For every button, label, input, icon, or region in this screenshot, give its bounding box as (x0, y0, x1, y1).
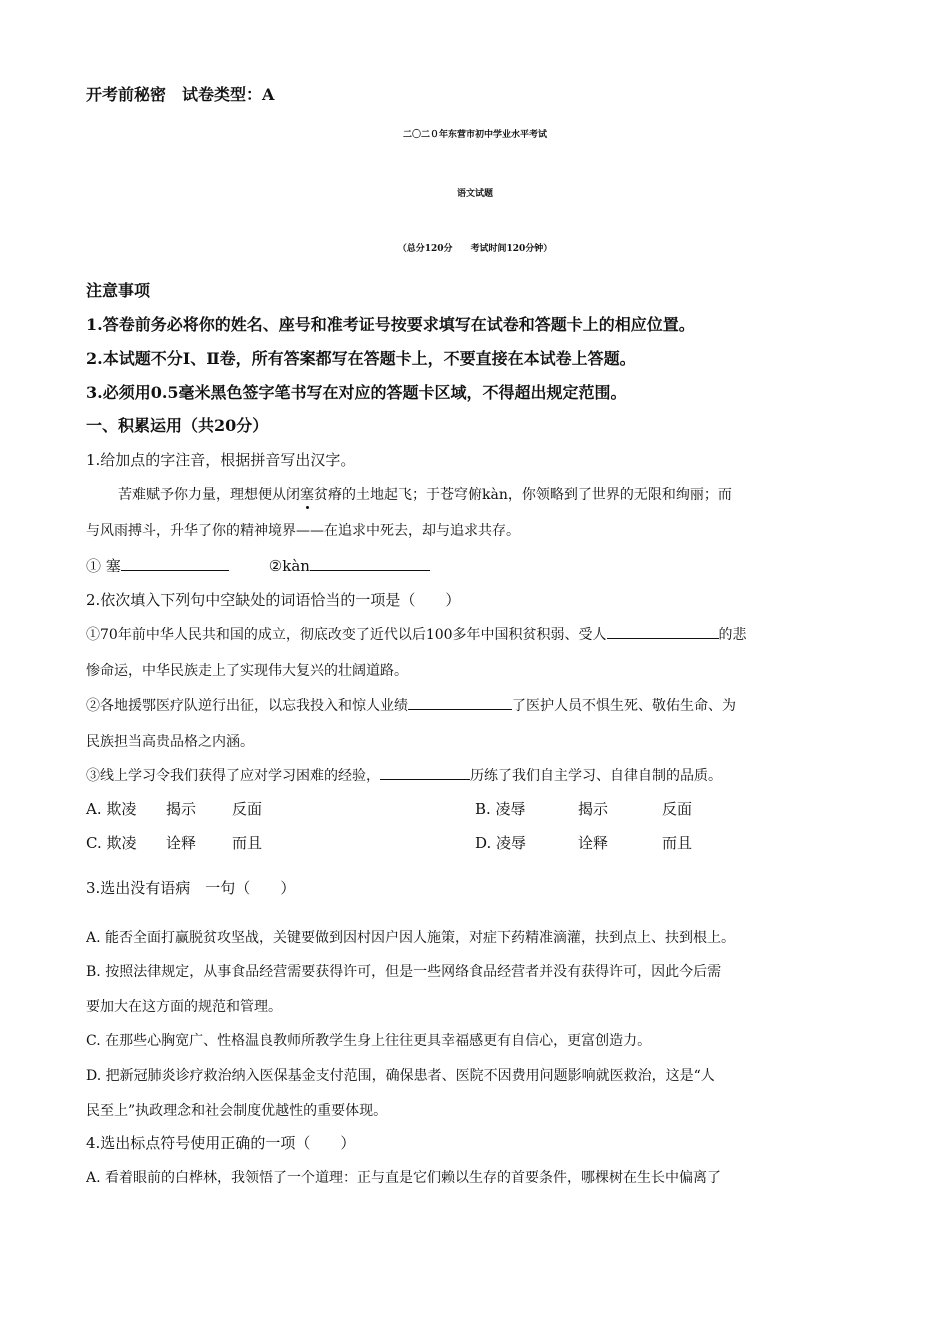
q4-option-a[interactable]: A. 看着眼前的白桦林，我领悟了一个道理：正与直是它们赖以生存的首要条件，哪棵树在生长中偏离了 (86, 1170, 722, 1186)
q2-option-b-word3: 反面 (662, 800, 693, 818)
q2-sentence1-line2: 惨命运，中华民族走上了实现伟大复兴的壮阔道路。 (86, 663, 408, 679)
q2-option-c-word2: 诠释 (166, 834, 197, 852)
q2-s1-part-b: 的悲 (718, 627, 747, 643)
section-1-heading: 一、积累运用（共20分） (86, 416, 269, 435)
q2-option-d[interactable] (475, 832, 693, 853)
q1-passage-line1 (118, 484, 732, 504)
q3-stem: 3.选出没有语病 一句（ ） (86, 879, 296, 897)
q2-s3-part-b: 历练了我们自主学习、自律自制的品质。 (470, 768, 722, 784)
q2-s3-part-a: ③线上学习令我们获得了应对学习困难的经验， (86, 768, 380, 784)
q2-option-b-word1: B. 凌辱 (475, 800, 526, 818)
q3-option-b[interactable]: B. 按照法律规定，从事食品经营需要获得许可，但是一些网络食品经营者并没有获得许可，因此今后需 (86, 964, 722, 980)
q2-option-c[interactable] (86, 832, 263, 853)
q2-s2-part-a: ②各地援鄂医疗队逆行出征，以忘我投入和惊人业绩 (86, 698, 408, 714)
q2-blank-3[interactable] (380, 765, 470, 780)
q1-answer-blank-2[interactable] (310, 556, 430, 571)
q3-option-d[interactable]: D. 把新冠肺炎诊疗救治纳入医保基金支付范围，确保患者、医院不因费用问题影响就医救治，这是“人 (86, 1068, 715, 1084)
q2-sentence1-line1 (86, 624, 747, 644)
q2-option-b[interactable] (475, 798, 693, 819)
exam-title: 二〇二０年东营市初中学业水平考试 (402, 130, 547, 140)
q2-option-d-word3: 而且 (662, 834, 693, 852)
q1-blank2-label: ②kàn (268, 557, 310, 575)
q2-option-d-word1: D. 凌辱 (475, 834, 527, 852)
q2-option-c-word3: 而且 (232, 834, 263, 852)
q3-option-c[interactable]: C. 在那些心胸宽广、性格温良教师所教学生身上往往更具幸福感更有自信心，更富创造力。 (86, 1033, 652, 1049)
q1-passage-part-a: 苦难赋予你力量，理想便从闭 (118, 487, 300, 503)
score-time-info: （总分120分 考试时间120分钟） (397, 244, 553, 254)
notes-heading: 注意事项 (86, 281, 151, 300)
q4-stem: 4.选出标点符号使用正确的一项（ ） (86, 1134, 356, 1152)
q1-answer-blank-1[interactable] (121, 556, 229, 571)
q2-option-a[interactable] (86, 798, 263, 819)
q2-option-a-word3: 反面 (232, 800, 263, 818)
q1-passage-line2: 与风雨搏斗，升华了你的精神境界——在追求中死去，却与追求共存。 (86, 523, 520, 539)
q2-blank-2[interactable] (408, 695, 512, 710)
q2-option-c-word1: C. 欺凌 (86, 834, 137, 852)
q1-passage-part-b: 贫瘠的土地起飞；于苍穹俯kàn，你领略到了世界的无限和绚丽；而 (314, 487, 732, 503)
q2-sentence2-line2: 民族担当高贵品格之内涵。 (86, 734, 254, 750)
q3-option-a[interactable]: A. 能否全面打赢脱贫攻坚战，关键要做到因村因户因人施策，对症下药精准滴灌，扶到点上、扶到根上。 (86, 930, 736, 946)
secret-type-label: 开考前秘密 试卷类型：A (86, 85, 275, 104)
q2-s2-part-b: 了医护人员不惧生死、敬佑生命、为 (512, 698, 736, 714)
q2-option-b-word2: 揭示 (578, 800, 609, 818)
q2-sentence2-line1 (86, 695, 736, 715)
note-item-2: 2.本试题不分Ⅰ、Ⅱ卷，所有答案都写在答题卡上，不要直接在本试卷上答题。 (86, 349, 636, 368)
q2-sentence3 (86, 765, 722, 785)
q2-option-a-word1: A. 欺凌 (86, 800, 137, 818)
note-item-1: 1.答卷前务必将你的姓名、座号和准考证号按要求填写在试卷和答题卡上的相应位置。 (86, 315, 695, 334)
subject-title: 语文试题 (456, 189, 493, 199)
q2-stem: 2.依次填入下列句中空缺处的词语恰当的一项是（ ） (86, 591, 461, 609)
q2-s1-part-a: ①70年前中华人民共和国的成立，彻底改变了近代以后100多年中国积贫积弱、受人 (86, 627, 607, 643)
q1-stem: 1.给加点的字注音，根据拼音写出汉字。 (86, 451, 356, 469)
q2-blank-1[interactable] (607, 624, 719, 639)
q2-option-d-word2: 诠释 (578, 834, 609, 852)
q3-option-d-line2: 民至上”执政理念和社会制度优越性的重要体现。 (86, 1103, 388, 1119)
q2-option-a-word2: 揭示 (166, 800, 197, 818)
q3-option-b-line2: 要加大在这方面的规范和管理。 (86, 999, 282, 1015)
q1-blank1-label: ① 塞 (86, 557, 121, 575)
note-item-3: 3.必须用0.5毫米黑色签字笔书写在对应的答题卡区域，不得超出规定范围。 (86, 383, 627, 402)
q1-dotted-char: 塞 (300, 487, 314, 503)
q1-blank-row (86, 555, 430, 576)
